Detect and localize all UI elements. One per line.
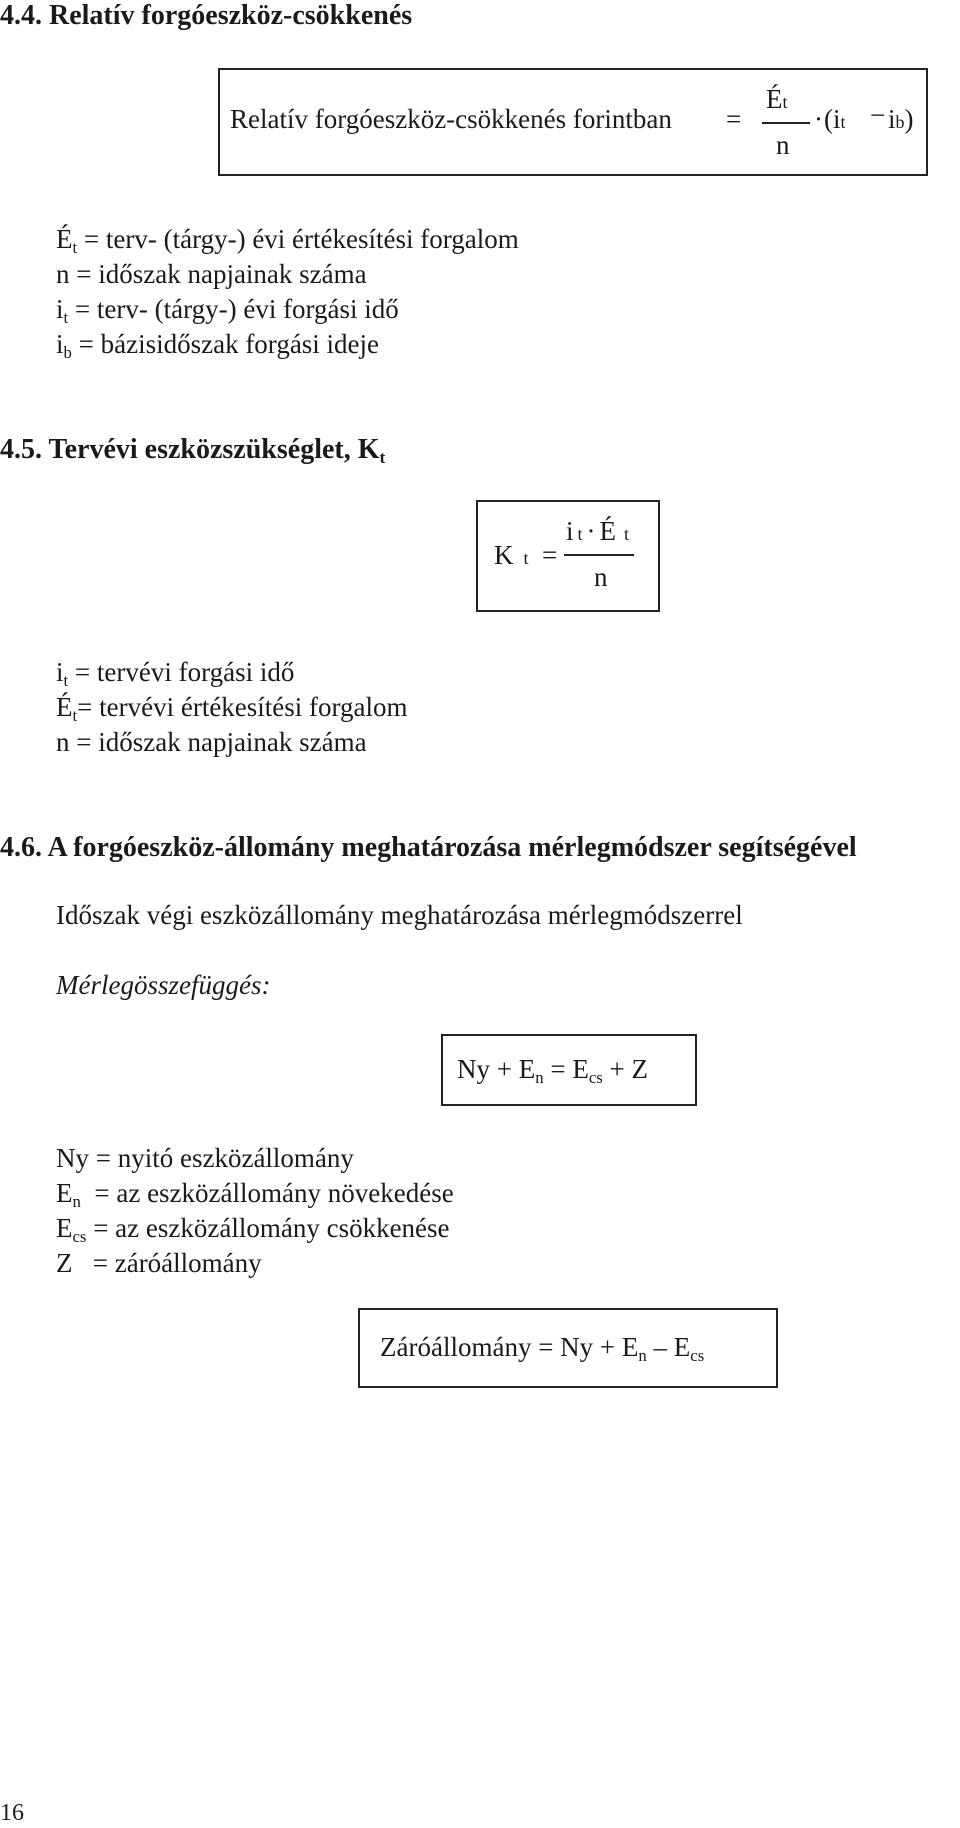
formula-box-balance — [441, 1034, 697, 1106]
def-n-2: n = időszak napjainak száma — [56, 727, 367, 757]
def-et: $É_t$ = terv- (tárgy-) évi értékesítési forgalom — [56, 224, 519, 258]
fraction-numerator: Ét — [766, 84, 788, 114]
formula-equals: = — [726, 104, 742, 134]
def-it: $i_t$ = terv- (tárgy-) évi forgási idő — [56, 294, 399, 328]
def-it-2: $i_t$ = tervévi forgási idő — [56, 657, 295, 691]
def-n: n = időszak napjainak száma — [56, 259, 367, 289]
balance-equation: $Ny + E_n = E_{cs} + Z$ — [457, 1054, 649, 1088]
fraction-bar — [564, 554, 634, 556]
page-number: 16 — [0, 1800, 24, 1826]
def-en: $E_n$ = az eszközállomány növekedése — [56, 1178, 454, 1212]
def-ny: Ny = nyitó eszközállomány — [56, 1143, 354, 1173]
fraction-denominator: n — [776, 130, 790, 160]
formula-dot: · — [814, 104, 823, 134]
formula-ib: ib) — [888, 104, 914, 134]
def-ecs: $E_{cs}$ = az eszközállomány csökkenése — [56, 1213, 450, 1247]
section-heading-4-4: 4.4. Relatív forgóeszköz-csökkenés — [0, 0, 413, 31]
formula-minus: − — [870, 100, 886, 130]
formula-box-relative-reduction — [218, 68, 928, 176]
formula-kt: Kt — [494, 540, 529, 570]
formula-box-closing — [358, 1308, 778, 1388]
fraction-denominator: n — [594, 562, 608, 592]
def-ib: $i_b$ = bázisidőszak forgási ideje — [56, 329, 380, 363]
def-z: Z = záróállomány — [56, 1248, 262, 1278]
fraction-bar — [762, 122, 810, 124]
fraction-numerator: it · É t — [566, 516, 630, 546]
formula-parenthesis-it: (it — [824, 104, 846, 134]
section-heading-4-6: 4.6. A forgóeszköz-állomány meghatározása mérlegmódszer segítségével — [0, 832, 857, 863]
formula-equals: = — [542, 540, 558, 570]
formula-lhs: Relatív forgóeszköz-csökkenés forintban — [230, 104, 672, 134]
formula-box-asset-need — [476, 500, 660, 612]
def-et-2: $É_t=$ tervévi értékesítési forgalom — [56, 692, 408, 726]
section-heading-4-5: 4.5. Tervévi eszközszükséglet, $K_t$ — [0, 434, 386, 468]
balance-label: Mérlegösszefüggés: — [56, 970, 271, 1000]
section-intro: Időszak végi eszközállomány meghatározása mérlegmódszerrel — [56, 900, 743, 930]
closing-equation: Záróállomány = $Ny + E_n - E_{cs}$ — [380, 1332, 705, 1366]
